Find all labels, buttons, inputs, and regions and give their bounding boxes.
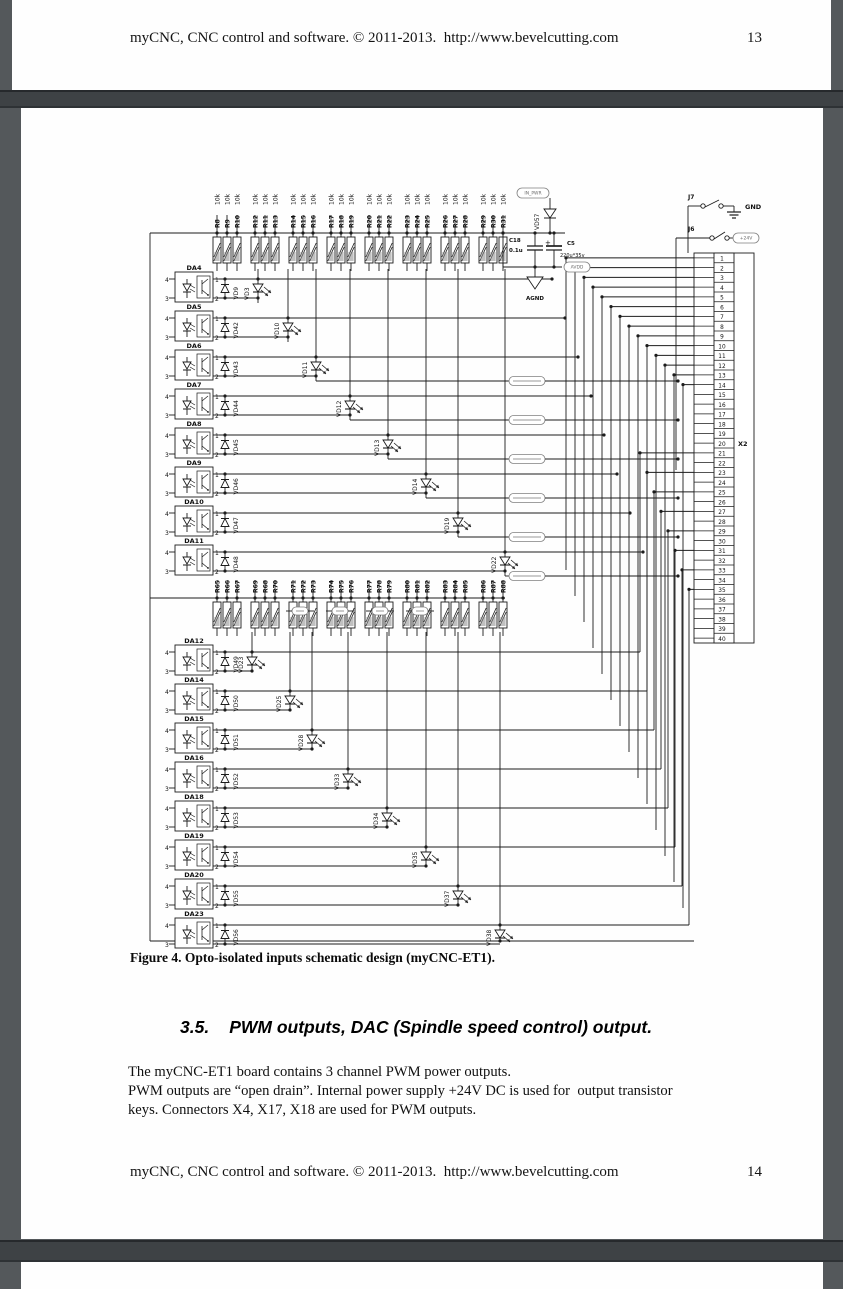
svg-text:2: 2 — [215, 708, 219, 715]
svg-text:R18: R18 — [338, 215, 346, 228]
svg-text:VD50: VD50 — [233, 695, 240, 712]
svg-text:23: 23 — [718, 471, 726, 478]
svg-text:4: 4 — [165, 806, 169, 813]
svg-text:DA14: DA14 — [184, 676, 204, 684]
svg-text:R15: R15 — [300, 215, 308, 228]
svg-text:VD49: VD49 — [233, 656, 240, 673]
svg-text:VD13: VD13 — [374, 439, 381, 456]
svg-text:R68: R68 — [262, 580, 270, 593]
svg-text:10k: 10k — [480, 193, 488, 205]
svg-text:VD46: VD46 — [233, 478, 240, 495]
svg-text:2: 2 — [215, 530, 219, 537]
svg-text:VD42: VD42 — [233, 322, 240, 339]
svg-text:2: 2 — [215, 747, 219, 754]
svg-text:3: 3 — [720, 276, 724, 283]
svg-text:R80: R80 — [404, 580, 412, 593]
svg-text:3: 3 — [165, 335, 169, 342]
svg-text:4: 4 — [165, 650, 169, 657]
svg-text:R25: R25 — [424, 215, 432, 228]
svg-text:2: 2 — [215, 786, 219, 793]
svg-text:3: 3 — [165, 491, 169, 498]
svg-text:VD45: VD45 — [233, 439, 240, 456]
page-gap — [0, 90, 843, 108]
svg-text:VD35: VD35 — [412, 851, 419, 868]
svg-text:R85: R85 — [462, 580, 470, 593]
svg-text:4: 4 — [165, 845, 169, 852]
svg-text:R77: R77 — [366, 580, 374, 593]
svg-text:13: 13 — [718, 373, 726, 380]
body-text-line: PWM outputs are “open drain”. Internal power supply +24V DC is used for output transistor — [128, 1083, 673, 1099]
svg-text:6: 6 — [720, 305, 724, 312]
svg-text:VD52: VD52 — [233, 773, 240, 790]
svg-text:36: 36 — [718, 597, 726, 604]
svg-text:11: 11 — [718, 354, 726, 361]
svg-text:4: 4 — [165, 689, 169, 696]
svg-text:10k: 10k — [442, 193, 450, 205]
svg-text:28: 28 — [718, 519, 726, 526]
svg-text:VD53: VD53 — [233, 812, 240, 829]
svg-text:DA11: DA11 — [184, 537, 204, 545]
svg-text:1: 1 — [215, 923, 219, 930]
page-footer-text: myCNC, CNC control and software. © 2011-2013. http://www.bevelcutting.com — [130, 1164, 619, 1180]
svg-text:8: 8 — [720, 324, 724, 331]
page-gap — [0, 1240, 843, 1262]
svg-text:2: 2 — [215, 452, 219, 459]
svg-text:19: 19 — [718, 432, 726, 439]
svg-text:R12: R12 — [252, 215, 260, 228]
svg-text:10k: 10k — [386, 193, 394, 205]
svg-text:DA20: DA20 — [184, 871, 204, 879]
page-footer-text: myCNC, CNC control and software. © 2011-2013. http://www.bevelcutting.com — [130, 30, 619, 46]
svg-text:10k: 10k — [348, 193, 356, 205]
svg-text:10k: 10k — [272, 193, 280, 205]
svg-text:14: 14 — [718, 383, 726, 390]
svg-text:10k: 10k — [290, 193, 298, 205]
svg-text:34: 34 — [718, 578, 726, 585]
svg-text:2: 2 — [215, 335, 219, 342]
svg-text:DA18: DA18 — [184, 793, 204, 801]
svg-text:4: 4 — [165, 277, 169, 284]
svg-text:3: 3 — [165, 825, 169, 832]
svg-text:26: 26 — [718, 500, 726, 507]
svg-text:J7: J7 — [688, 194, 695, 201]
svg-text:2: 2 — [215, 903, 219, 910]
svg-text:R11: R11 — [262, 215, 270, 228]
svg-text:X2: X2 — [738, 440, 748, 448]
svg-text:1: 1 — [215, 355, 219, 362]
svg-text:R75: R75 — [338, 580, 346, 593]
svg-text:R21: R21 — [376, 215, 384, 228]
svg-text:R23: R23 — [404, 215, 412, 228]
svg-text:R13: R13 — [272, 215, 280, 228]
svg-text:10k: 10k — [328, 193, 336, 205]
svg-text:18: 18 — [718, 422, 726, 429]
svg-text:10k: 10k — [310, 193, 318, 205]
svg-text:10k: 10k — [234, 193, 242, 205]
svg-text:R79: R79 — [386, 580, 394, 593]
svg-text:DA6: DA6 — [186, 342, 202, 350]
svg-text:4: 4 — [165, 550, 169, 557]
svg-text:10k: 10k — [414, 193, 422, 205]
svg-text:9: 9 — [720, 334, 724, 341]
svg-text:10k: 10k — [366, 193, 374, 205]
svg-text:24: 24 — [718, 480, 726, 487]
svg-text:27: 27 — [718, 510, 726, 517]
svg-text:VD43: VD43 — [233, 361, 240, 378]
svg-text:R65: R65 — [214, 580, 222, 593]
svg-text:R72: R72 — [300, 580, 308, 593]
svg-text:33: 33 — [718, 568, 726, 575]
svg-text:VD25: VD25 — [276, 695, 283, 712]
body-text-line: keys. Connectors X4, X17, X18 are used for PWM outputs. — [128, 1102, 477, 1118]
svg-text:1: 1 — [215, 394, 219, 401]
svg-text:R81: R81 — [414, 580, 422, 593]
svg-text:3: 3 — [165, 669, 169, 676]
svg-text:VD9: VD9 — [233, 286, 240, 300]
svg-text:4: 4 — [165, 728, 169, 735]
svg-text:VD22: VD22 — [491, 556, 498, 573]
svg-text:4: 4 — [165, 884, 169, 891]
svg-text:0.1u: 0.1u — [509, 248, 523, 254]
svg-text:20: 20 — [718, 441, 726, 448]
svg-text:2: 2 — [215, 296, 219, 303]
svg-text:2: 2 — [215, 491, 219, 498]
svg-text:DA15: DA15 — [184, 715, 204, 723]
svg-text:R27: R27 — [452, 215, 460, 228]
svg-text:3: 3 — [165, 942, 169, 949]
page-number: 13 — [747, 30, 762, 46]
svg-text:R88: R88 — [500, 580, 508, 593]
svg-text:4: 4 — [165, 316, 169, 323]
svg-text:4: 4 — [165, 511, 169, 518]
svg-text:+: + — [545, 239, 551, 247]
svg-text:AGND: AGND — [526, 296, 544, 302]
svg-text:VD28: VD28 — [298, 734, 305, 751]
svg-text:1: 1 — [215, 277, 219, 284]
svg-text:VD51: VD51 — [233, 734, 240, 751]
svg-text:DA16: DA16 — [184, 754, 204, 762]
svg-text:3: 3 — [165, 413, 169, 420]
svg-text:3: 3 — [165, 569, 169, 576]
svg-text:3: 3 — [165, 530, 169, 537]
svg-text:4: 4 — [165, 767, 169, 774]
svg-text:DA10: DA10 — [184, 498, 204, 506]
svg-text:10k: 10k — [300, 193, 308, 205]
svg-text:VD12: VD12 — [336, 400, 343, 417]
svg-text:J6: J6 — [688, 226, 695, 233]
svg-text:DA9: DA9 — [186, 459, 202, 467]
svg-text:VD19: VD19 — [444, 517, 451, 534]
section-heading — [180, 1017, 652, 1038]
svg-text:R31: R31 — [500, 215, 508, 228]
svg-text:25: 25 — [718, 490, 726, 497]
opto-isolated-inputs-schematic — [21, 108, 823, 953]
svg-text:22: 22 — [718, 461, 726, 468]
svg-text:R69: R69 — [252, 580, 260, 593]
svg-text:1: 1 — [215, 689, 219, 696]
svg-text:VD33: VD33 — [334, 773, 341, 790]
svg-text:29: 29 — [718, 529, 726, 536]
svg-text:10k: 10k — [262, 193, 270, 205]
svg-text:1: 1 — [215, 316, 219, 323]
svg-text:VD10: VD10 — [274, 322, 281, 339]
svg-text:DA8: DA8 — [186, 420, 202, 428]
svg-text:10k: 10k — [338, 193, 346, 205]
svg-text:1: 1 — [215, 550, 219, 557]
svg-text:1: 1 — [215, 806, 219, 813]
svg-text:C5: C5 — [567, 241, 575, 247]
svg-text:R29: R29 — [480, 215, 488, 228]
svg-text:DA4: DA4 — [186, 264, 202, 272]
svg-text:1: 1 — [720, 256, 724, 263]
svg-text:4: 4 — [165, 472, 169, 479]
svg-text:VD54: VD54 — [233, 851, 240, 868]
svg-text:AVDD: AVDD — [570, 265, 584, 271]
svg-text:10k: 10k — [424, 193, 432, 205]
svg-text:4: 4 — [165, 355, 169, 362]
svg-text:2: 2 — [215, 825, 219, 832]
svg-text:VD23: VD23 — [238, 656, 245, 673]
svg-text:10k: 10k — [404, 193, 412, 205]
svg-text:R9: R9 — [224, 219, 232, 228]
svg-text:10k: 10k — [462, 193, 470, 205]
svg-text:10: 10 — [718, 344, 726, 351]
svg-text:R30: R30 — [490, 215, 498, 228]
svg-text:2: 2 — [215, 569, 219, 576]
svg-text:R83: R83 — [442, 580, 450, 593]
svg-text:4: 4 — [165, 923, 169, 930]
svg-text:+24V: +24V — [739, 236, 753, 242]
svg-text:38: 38 — [718, 617, 726, 624]
svg-text:R26: R26 — [442, 215, 450, 228]
svg-text:R87: R87 — [490, 580, 498, 593]
svg-text:VD14: VD14 — [412, 478, 419, 495]
svg-text:15: 15 — [718, 393, 726, 400]
svg-text:R16: R16 — [310, 215, 318, 228]
svg-text:R17: R17 — [328, 215, 336, 228]
svg-text:5: 5 — [720, 295, 724, 302]
svg-text:VD56: VD56 — [233, 929, 240, 946]
previous-page-fragment — [12, 0, 831, 90]
svg-text:1: 1 — [215, 767, 219, 774]
svg-text:VD34: VD34 — [373, 812, 380, 829]
svg-text:3: 3 — [165, 452, 169, 459]
svg-text:1: 1 — [215, 472, 219, 479]
svg-text:DA19: DA19 — [184, 832, 204, 840]
svg-text:VD37: VD37 — [444, 890, 451, 907]
svg-text:VD47: VD47 — [233, 517, 240, 534]
section-title: PWM outputs, DAC (Spindle speed control) output. — [229, 1017, 653, 1037]
svg-text:R10: R10 — [234, 215, 242, 228]
svg-text:DA23: DA23 — [184, 910, 204, 918]
svg-text:3: 3 — [165, 296, 169, 303]
svg-text:7: 7 — [720, 315, 724, 322]
svg-text:1: 1 — [215, 511, 219, 518]
svg-text:3: 3 — [165, 864, 169, 871]
svg-text:VD55: VD55 — [233, 890, 240, 907]
svg-text:R86: R86 — [480, 580, 488, 593]
svg-text:VD57: VD57 — [534, 213, 541, 230]
page-number: 14 — [747, 1164, 762, 1180]
document-page — [21, 108, 823, 1239]
svg-text:1: 1 — [215, 884, 219, 891]
svg-text:2: 2 — [215, 669, 219, 676]
svg-text:16: 16 — [718, 402, 726, 409]
svg-text:1: 1 — [215, 433, 219, 440]
svg-text:3: 3 — [165, 903, 169, 910]
svg-text:R22: R22 — [386, 215, 394, 228]
svg-text:R71: R71 — [290, 580, 298, 593]
section-number: 3.5. — [180, 1017, 210, 1037]
svg-text:R19: R19 — [348, 215, 356, 228]
svg-text:1: 1 — [215, 650, 219, 657]
svg-text:3: 3 — [165, 747, 169, 754]
svg-text:37: 37 — [718, 607, 726, 614]
svg-text:VD38: VD38 — [486, 929, 493, 946]
svg-text:R66: R66 — [224, 580, 232, 593]
svg-text:R78: R78 — [376, 580, 384, 593]
svg-text:C18: C18 — [509, 238, 521, 244]
svg-text:1: 1 — [215, 845, 219, 852]
svg-text:2: 2 — [720, 266, 724, 273]
svg-text:10k: 10k — [224, 193, 232, 205]
svg-text:R84: R84 — [452, 580, 460, 593]
figure-caption: Figure 4. Opto-isolated inputs schematic design (myCNC-ET1). — [130, 950, 496, 965]
svg-text:DA7: DA7 — [186, 381, 202, 389]
svg-text:R76: R76 — [348, 580, 356, 593]
svg-text:VD11: VD11 — [302, 361, 309, 378]
svg-text:R8: R8 — [214, 219, 222, 228]
svg-text:10k: 10k — [252, 193, 260, 205]
svg-text:35: 35 — [718, 588, 726, 595]
svg-text:GND: GND — [745, 203, 762, 211]
svg-text:12: 12 — [718, 363, 726, 370]
svg-text:2: 2 — [215, 413, 219, 420]
svg-text:3: 3 — [165, 374, 169, 381]
next-page-fragment — [21, 1262, 823, 1289]
svg-text:IN_PWR: IN_PWR — [524, 191, 542, 197]
svg-text:R70: R70 — [272, 580, 280, 593]
svg-text:DA12: DA12 — [184, 637, 204, 645]
schematic-figure — [21, 108, 823, 953]
svg-text:4: 4 — [165, 433, 169, 440]
svg-text:10k: 10k — [490, 193, 498, 205]
svg-text:39: 39 — [718, 627, 726, 634]
svg-text:R28: R28 — [462, 215, 470, 228]
svg-text:10k: 10k — [452, 193, 460, 205]
svg-text:R73: R73 — [310, 580, 318, 593]
svg-text:3: 3 — [165, 708, 169, 715]
svg-text:30: 30 — [718, 539, 726, 546]
svg-text:10k: 10k — [500, 193, 508, 205]
svg-text:R14: R14 — [290, 215, 298, 228]
svg-text:3: 3 — [165, 786, 169, 793]
svg-text:R74: R74 — [328, 580, 336, 593]
svg-text:2: 2 — [215, 374, 219, 381]
svg-text:21: 21 — [718, 451, 726, 458]
svg-text:4: 4 — [165, 394, 169, 401]
body-text-line: The myCNC-ET1 board contains 3 channel PWM power outputs. — [128, 1064, 512, 1080]
svg-text:4: 4 — [720, 285, 724, 292]
svg-text:17: 17 — [718, 412, 726, 419]
svg-text:2: 2 — [215, 864, 219, 871]
svg-text:VD44: VD44 — [233, 400, 240, 417]
svg-text:VD3: VD3 — [244, 287, 251, 300]
svg-text:10k: 10k — [214, 193, 222, 205]
svg-text:R24: R24 — [414, 215, 422, 228]
svg-text:32: 32 — [718, 558, 726, 565]
svg-text:VD48: VD48 — [233, 556, 240, 573]
svg-text:31: 31 — [718, 549, 726, 556]
svg-text:10k: 10k — [376, 193, 384, 205]
svg-text:1: 1 — [215, 728, 219, 735]
svg-text:R67: R67 — [234, 580, 242, 593]
svg-text:220u*35v: 220u*35v — [560, 253, 585, 259]
svg-text:2: 2 — [215, 942, 219, 949]
svg-text:R20: R20 — [366, 215, 374, 228]
svg-text:40: 40 — [718, 636, 726, 643]
svg-text:DA5: DA5 — [186, 303, 202, 311]
svg-text:R82: R82 — [424, 580, 432, 593]
